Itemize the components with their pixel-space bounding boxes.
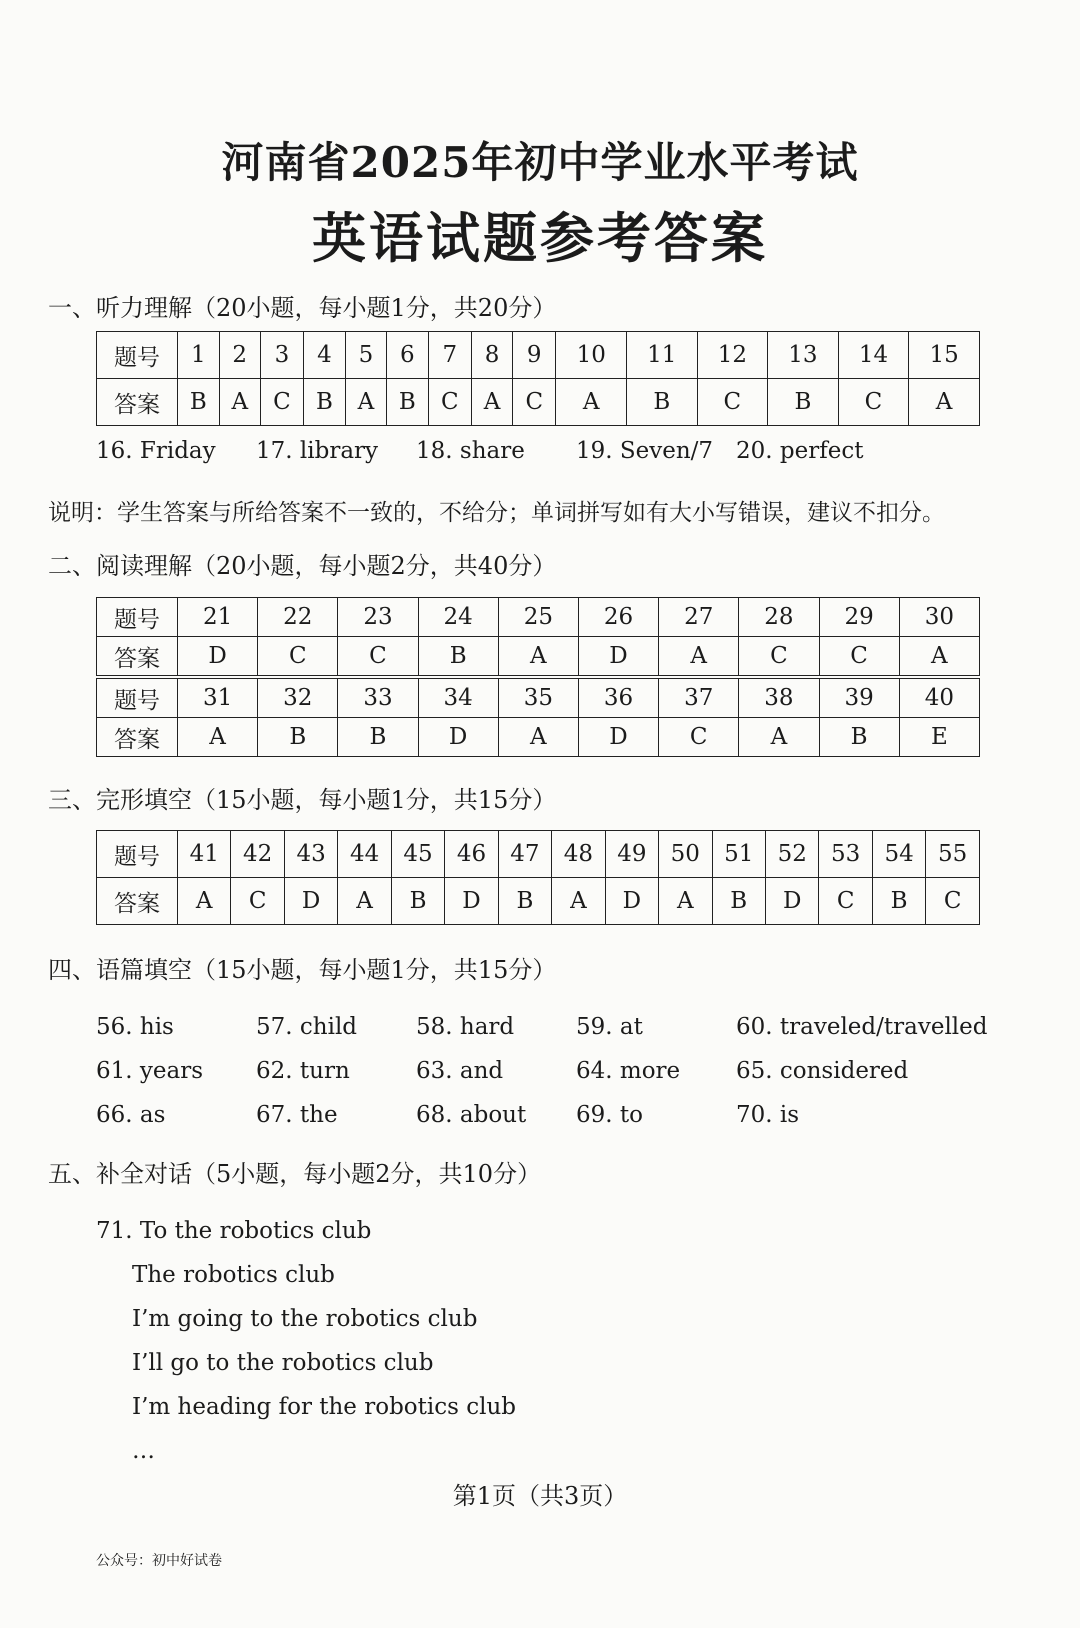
question-number: 48 xyxy=(552,831,605,878)
row-label: 题号 xyxy=(97,332,178,379)
row-label: 题号 xyxy=(97,831,178,878)
answer-cell: A xyxy=(345,379,386,426)
fill-answer: 70. is xyxy=(736,1102,800,1128)
answer-cell: B xyxy=(498,878,551,925)
question-number: 27 xyxy=(659,598,739,637)
listening-answer-table xyxy=(96,331,980,426)
question-number: 53 xyxy=(819,831,872,878)
dialogue-alt-answer: I’ll go to the robotics club xyxy=(132,1350,434,1376)
question-number: 43 xyxy=(284,831,337,878)
dialogue-alt-answer: I’m going to the robotics club xyxy=(132,1306,478,1332)
answer-cell: B xyxy=(304,379,346,426)
fill-answer: 16. Friday xyxy=(96,438,216,464)
fill-answer: 68. about xyxy=(416,1102,527,1128)
table-row-answers xyxy=(97,637,980,676)
table-row-answers xyxy=(97,379,980,426)
reading-answer-table-1 xyxy=(96,597,980,676)
answer-cell: D xyxy=(284,878,337,925)
fill-answer: 65. considered xyxy=(736,1058,909,1084)
question-number: 9 xyxy=(513,332,556,379)
question-number: 29 xyxy=(819,598,899,637)
answer-cell: B xyxy=(819,718,899,757)
answer-cell: C xyxy=(659,718,739,757)
answer-cell: B xyxy=(178,379,220,426)
answer-cell: D xyxy=(418,718,498,757)
dialogue-alt-answer: I’m heading for the robotics club xyxy=(132,1394,517,1420)
question-number: 22 xyxy=(258,598,338,637)
row-label: 答案 xyxy=(97,379,178,426)
question-number: 54 xyxy=(872,831,925,878)
question-number: 25 xyxy=(498,598,578,637)
question-number: 23 xyxy=(338,598,418,637)
answer-cell: B xyxy=(712,878,765,925)
answer-cell: D xyxy=(445,878,498,925)
section-heading-passage-fill: 四、语篇填空（15小题，每小题1分，共15分） xyxy=(48,956,557,984)
table-row-numbers xyxy=(97,332,980,379)
fill-answer: 59. at xyxy=(576,1014,643,1040)
answer-cell: C xyxy=(260,379,303,426)
table-row-numbers xyxy=(97,831,980,878)
answer-cell: A xyxy=(556,379,627,426)
fill-answer: 17. library xyxy=(256,438,379,464)
answer-cell: D xyxy=(765,878,818,925)
question-number: 33 xyxy=(338,679,418,718)
question-number: 36 xyxy=(578,679,658,718)
answer-cell: C xyxy=(338,637,418,676)
question-number: 11 xyxy=(626,332,697,379)
question-number: 55 xyxy=(926,831,980,878)
question-number: 6 xyxy=(386,332,428,379)
answer-cell: D xyxy=(578,718,658,757)
question-number: 40 xyxy=(899,679,979,718)
question-number: 50 xyxy=(659,831,712,878)
question-number: 45 xyxy=(391,831,444,878)
reading-answer-table-2 xyxy=(96,678,980,757)
answer-cell: D xyxy=(578,637,658,676)
answer-cell: B xyxy=(391,878,444,925)
table-row-numbers xyxy=(97,598,980,637)
fill-answer: 18. share xyxy=(416,438,525,464)
fill-answer: 64. more xyxy=(576,1058,681,1084)
question-number: 3 xyxy=(260,332,303,379)
section-heading-listening: 一、听力理解（20小题，每小题1分，共20分） xyxy=(48,294,557,322)
row-label: 题号 xyxy=(97,598,178,637)
answer-cell: A xyxy=(498,718,578,757)
fill-answer: 20. perfect xyxy=(736,438,864,464)
answer-cell: A xyxy=(472,379,513,426)
answer-cell: B xyxy=(338,718,418,757)
question-number: 52 xyxy=(765,831,818,878)
answer-cell: D xyxy=(178,637,258,676)
fill-answer: 69. to xyxy=(576,1102,643,1128)
answer-cell: A xyxy=(219,379,260,426)
dialogue-ellipsis: … xyxy=(132,1438,155,1464)
answer-cell: A xyxy=(498,637,578,676)
page-number: 第1页（共3页） xyxy=(452,1482,628,1510)
dialogue-alt-answer: The robotics club xyxy=(132,1262,335,1288)
fill-answer: 62. turn xyxy=(256,1058,350,1084)
question-number: 12 xyxy=(697,332,768,379)
question-number: 31 xyxy=(178,679,258,718)
page-subtitle: 英语试题参考答案 xyxy=(312,206,768,270)
question-number: 49 xyxy=(605,831,658,878)
question-number: 37 xyxy=(659,679,739,718)
answer-cell: A xyxy=(659,637,739,676)
question-number: 13 xyxy=(768,332,839,379)
fill-answer: 66. as xyxy=(96,1102,166,1128)
answer-cell: C xyxy=(428,379,471,426)
fill-answer: 61. years xyxy=(96,1058,204,1084)
question-number: 1 xyxy=(178,332,220,379)
answer-cell: A xyxy=(178,878,231,925)
answer-cell: C xyxy=(838,379,909,426)
question-number: 34 xyxy=(418,679,498,718)
cloze-answer-table xyxy=(96,830,980,925)
answer-cell: C xyxy=(739,637,819,676)
question-number: 35 xyxy=(498,679,578,718)
question-number: 7 xyxy=(428,332,471,379)
answer-cell: A xyxy=(338,878,391,925)
section-heading-cloze: 三、完形填空（15小题，每小题1分，共15分） xyxy=(48,786,557,814)
row-label: 答案 xyxy=(97,718,178,757)
question-number: 32 xyxy=(258,679,338,718)
answer-cell: A xyxy=(909,379,980,426)
answer-cell: C xyxy=(697,379,768,426)
answer-cell: C xyxy=(926,878,980,925)
section-heading-dialogue: 五、补全对话（5小题，每小题2分，共10分） xyxy=(48,1160,542,1188)
answer-cell: A xyxy=(739,718,819,757)
question-number: 21 xyxy=(178,598,258,637)
fill-answer: 63. and xyxy=(416,1058,504,1084)
question-number: 14 xyxy=(838,332,909,379)
question-number: 5 xyxy=(345,332,386,379)
watermark-text: 公众号：初中好试卷 xyxy=(96,1553,222,1569)
answer-cell: C xyxy=(819,878,872,925)
question-number: 28 xyxy=(739,598,819,637)
answer-cell: C xyxy=(258,637,338,676)
question-number: 38 xyxy=(739,679,819,718)
table-row-numbers xyxy=(97,679,980,718)
table-row-answers xyxy=(97,718,980,757)
answer-cell: D xyxy=(605,878,658,925)
question-number: 42 xyxy=(231,831,284,878)
question-number: 30 xyxy=(899,598,979,637)
question-number: 4 xyxy=(304,332,346,379)
question-number: 24 xyxy=(418,598,498,637)
answer-cell: A xyxy=(178,718,258,757)
grading-note: 说明：学生答案与所给答案不一致的，不给分；单词拼写如有大小写错误，建议不扣分。 xyxy=(48,500,945,526)
question-number: 47 xyxy=(498,831,551,878)
answer-cell: B xyxy=(872,878,925,925)
question-number: 51 xyxy=(712,831,765,878)
question-number: 15 xyxy=(909,332,980,379)
fill-answer: 56. his xyxy=(96,1014,174,1040)
question-number: 26 xyxy=(578,598,658,637)
section-heading-reading: 二、阅读理解（20小题，每小题2分，共40分） xyxy=(48,552,557,580)
fill-answer: 60. traveled/travelled xyxy=(736,1014,988,1040)
table-row-answers xyxy=(97,878,980,925)
fill-answer: 57. child xyxy=(256,1014,358,1040)
dialogue-answer-71: 71. To the robotics club xyxy=(96,1218,372,1244)
question-number: 41 xyxy=(178,831,231,878)
answer-cell: A xyxy=(659,878,712,925)
question-number: 2 xyxy=(219,332,260,379)
answer-cell: A xyxy=(552,878,605,925)
answer-cell: C xyxy=(513,379,556,426)
question-number: 44 xyxy=(338,831,391,878)
question-number: 46 xyxy=(445,831,498,878)
answer-cell: B xyxy=(768,379,839,426)
answer-cell: E xyxy=(899,718,979,757)
question-number: 39 xyxy=(819,679,899,718)
row-label: 答案 xyxy=(97,637,178,676)
answer-cell: B xyxy=(418,637,498,676)
fill-answer: 58. hard xyxy=(416,1014,515,1040)
answer-cell: A xyxy=(899,637,979,676)
answer-cell: B xyxy=(626,379,697,426)
question-number: 8 xyxy=(472,332,513,379)
page-title: 河南省2025年初中学业水平考试 xyxy=(221,138,859,187)
answer-cell: B xyxy=(386,379,428,426)
row-label: 题号 xyxy=(97,679,178,718)
question-number: 10 xyxy=(556,332,627,379)
row-label: 答案 xyxy=(97,878,178,925)
fill-answer: 67. the xyxy=(256,1102,338,1128)
answer-cell: B xyxy=(258,718,338,757)
fill-answer: 19. Seven/7 xyxy=(576,438,714,464)
answer-cell: C xyxy=(231,878,284,925)
answer-cell: C xyxy=(819,637,899,676)
